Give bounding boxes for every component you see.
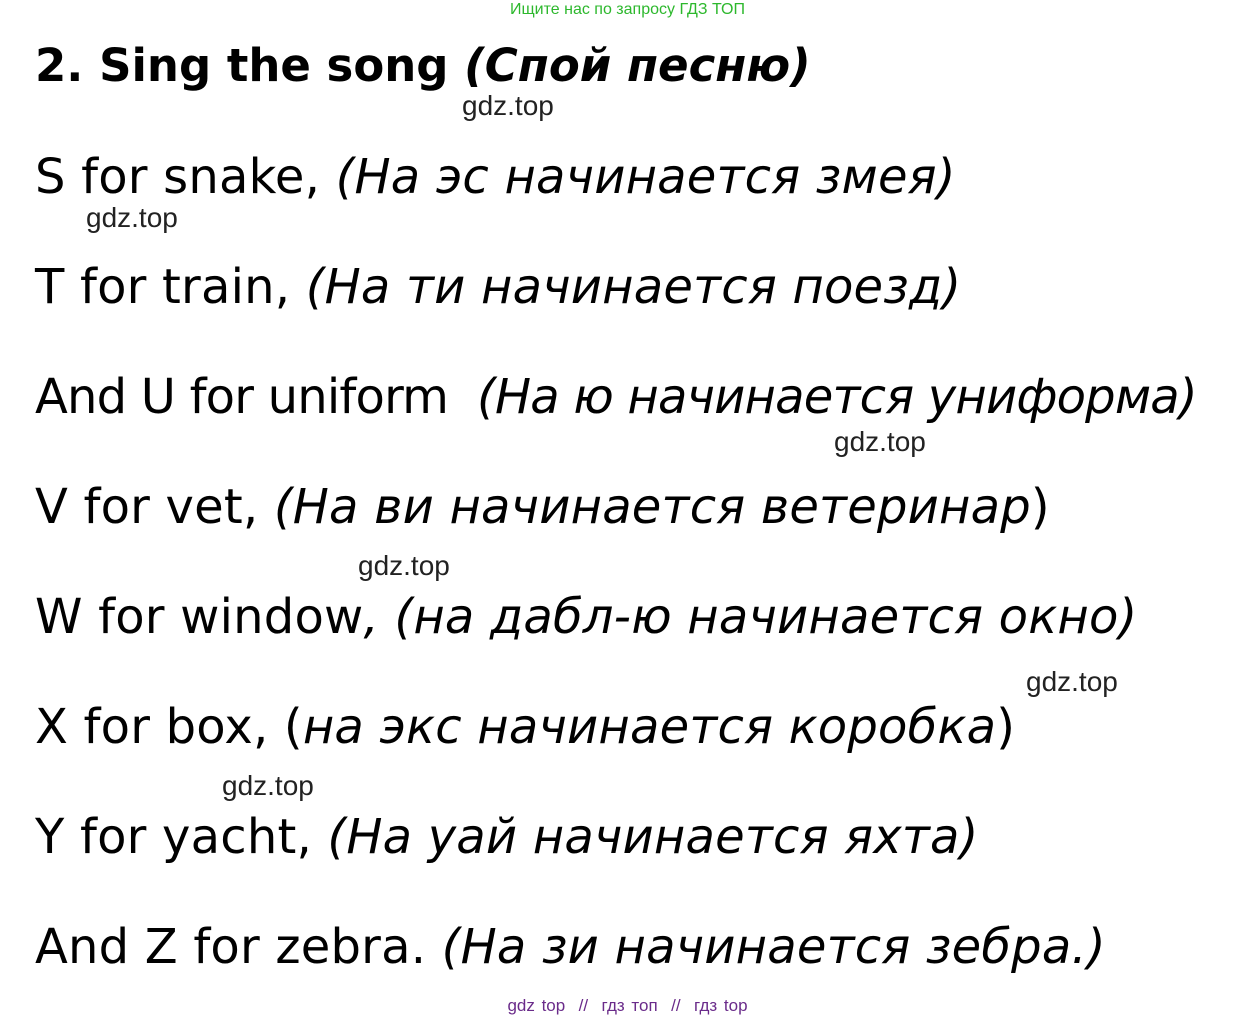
line-translation: , (на дабл-ю начинается окно) [363,589,1138,645]
watermark: gdz.top [1026,666,1118,697]
song-line-w [35,587,1137,647]
line-english: And U for uniform [35,369,478,425]
song-line-v [35,477,1050,537]
line-english: Y for yacht, [35,809,328,865]
watermark: gdz.top [86,202,178,233]
title-english: 2. Sing the song [35,39,465,92]
line-translation: (На зи начинается зебра.) [441,919,1106,975]
title-translation: (Спой песню) [464,39,811,92]
line-tail: ) [1030,479,1050,535]
line-tail: ) [996,699,1016,755]
top-banner: Ищите нас по запросу ГДЗ ТОП [510,1,745,18]
watermark: gdz.top [222,770,314,801]
line-translation: (На эс начинается змея) [335,149,956,205]
line-english: And Z for zebra. [35,919,442,975]
line-translation: (На уай начинается яхта) [327,809,979,865]
watermark: gdz.top [358,550,450,581]
song-line-u [35,367,1197,427]
song-line-t [35,257,961,317]
line-translation: на экс начинается коробка [302,699,997,755]
line-english: T for train, [35,259,306,315]
line-translation: (На ви начинается ветеринар [273,479,1031,535]
song-line-s [35,147,956,207]
song-line-y [35,807,979,867]
watermark: gdz.top [834,426,926,457]
line-translation: (На ю начинается униформа) [477,369,1197,425]
footer-watermark: gdz top // гдз топ // гдз top [507,996,748,1015]
line-english: X for box, ( [35,699,303,755]
exercise-title [35,36,811,96]
line-english: S for snake, [35,149,336,205]
watermark: gdz.top [462,90,554,121]
line-translation: (На ти начинается поезд) [305,259,962,315]
line-english: V for vet, [35,479,274,535]
song-line-x [35,697,1015,757]
song-line-z [35,917,1106,977]
line-english: W for window [35,589,364,645]
